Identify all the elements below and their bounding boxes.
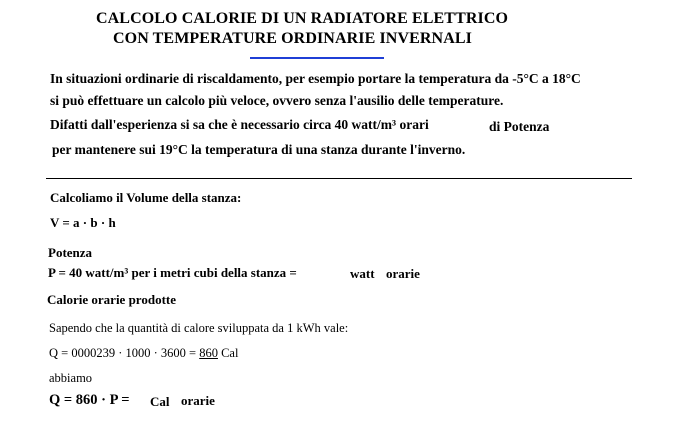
intro-line-2: si può effettuare un calcolo più veloce, ovvero senza l'ausilio delle temperature. [50, 93, 504, 108]
intro-line-1: In situazioni ordinarie di riscaldamento, per esempio portare la temperatura da -5°C a 18°C [50, 71, 581, 86]
volume-heading: Calcoliamo il Volume della stanza: [50, 190, 242, 205]
volume-formula: V = a · b · h [50, 215, 116, 230]
power-formula: P = 40 watt/m³ per i metri cubi della stanza = [48, 265, 297, 280]
title-line-2: CON TEMPERATURE ORDINARIE INVERNALI [113, 30, 472, 47]
title-underline [250, 57, 384, 59]
power-heading: Potenza [48, 245, 93, 260]
power-unit-watt: watt [350, 266, 375, 281]
calories-formula-left: Q = 0000239 · 1000 · 3600 = [49, 346, 197, 360]
abbiamo-label: abbiamo [49, 371, 93, 385]
title-line-1: CALCOLO CALORIE DI UN RADIATORE ELETTRICO [96, 10, 509, 27]
calories-heading: Calorie orarie prodotte [47, 292, 176, 307]
intro-line-3: Difatti dall'esperienza si sa che è necessario circa 40 watt/m³ orari [50, 117, 429, 132]
result-unit-orarie: orarie [181, 393, 215, 408]
result-formula: Q = 860 · P = [49, 392, 130, 408]
calories-sentence: Sapendo che la quantità di calore sviluppata da 1 kWh vale: [49, 321, 349, 335]
power-unit-orarie: orarie [386, 266, 420, 281]
calories-formula-unit: Cal [221, 346, 239, 360]
result-unit-cal: Cal [150, 394, 170, 409]
section-divider [46, 178, 632, 179]
calories-formula-value: 860 [199, 346, 218, 360]
intro-line-4: per mantenere sui 19°C la temperatura di una stanza durante l'inverno. [52, 142, 466, 157]
calories-formula [49, 347, 238, 360]
intro-line-3-power: di Potenza [489, 119, 550, 134]
